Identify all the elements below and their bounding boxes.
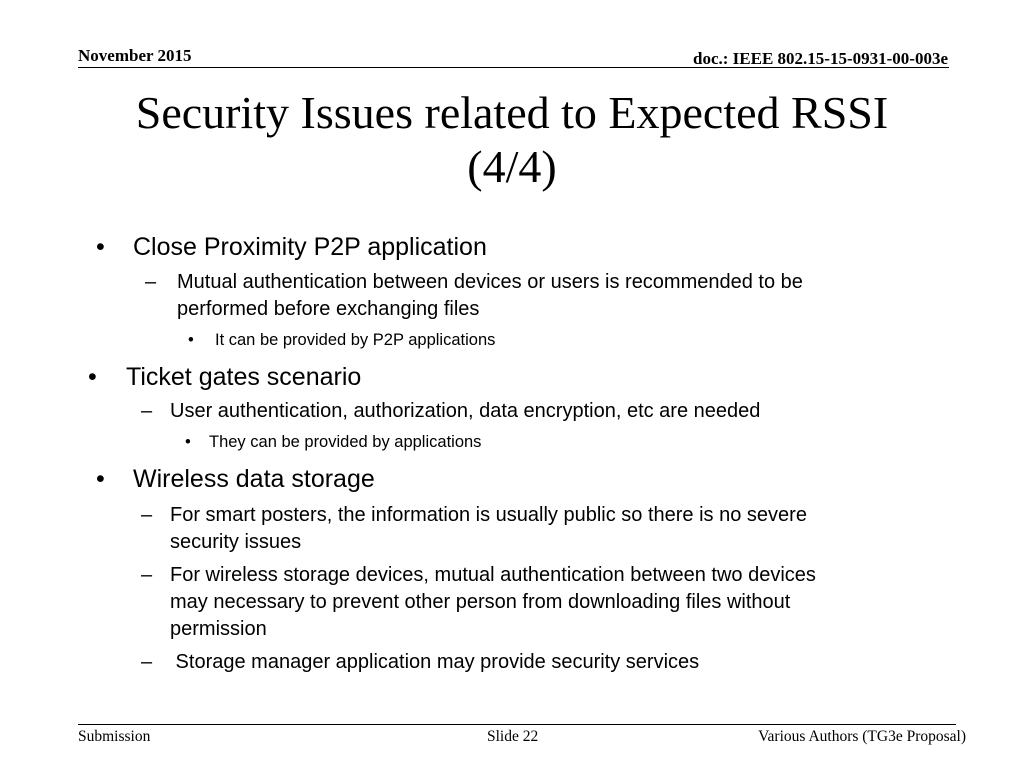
footer-divider <box>78 724 956 725</box>
bullet-2-sub-1-sub-1: They can be provided by applications <box>209 433 482 451</box>
slide-title-line-1: Security Issues related to Expected RSSI <box>135 87 889 138</box>
bullet-3-sub-1-line-1: For smart posters, the information is usually public so there is no severe <box>170 504 807 526</box>
header-date: November 2015 <box>78 46 192 65</box>
footer-authors: Various Authors (TG3e Proposal) <box>758 728 966 745</box>
bullet-marker: • <box>185 433 191 451</box>
dash-marker: – <box>141 564 153 586</box>
bullet-3-sub-2-line-2: may necessary to prevent other person from downloading files without <box>170 591 791 613</box>
bullet-1-sub-1-sub-1: It can be provided by P2P applications <box>215 331 496 349</box>
bullet-1-text: Close Proximity P2P application <box>133 233 487 261</box>
bullet-3-sub-2-line-1: For wireless storage devices, mutual authentication between two devices <box>170 564 816 586</box>
bullet-marker: • <box>96 465 105 493</box>
bullet-marker: • <box>88 363 97 391</box>
dash-marker: – <box>145 271 157 293</box>
slide-title-line-2: (4/4) <box>467 141 557 192</box>
footer-slide-number: Slide 22 <box>487 728 539 745</box>
bullet-3-sub-3-line-1: Storage manager application may provide security services <box>170 651 700 673</box>
bullet-3-text: Wireless data storage <box>133 465 375 493</box>
header-doc-id: doc.: IEEE 802.15-15-0931-00-003e <box>693 49 948 68</box>
bullet-2-sub-1-line-1: User authentication, authorization, data encryption, etc are needed <box>170 400 761 422</box>
bullet-marker: • <box>188 331 194 349</box>
bullet-1-sub-1-line-2: performed before exchanging files <box>177 298 480 320</box>
bullet-1-sub-1-line-1: Mutual authentication between devices or users is recommended to be <box>177 271 803 293</box>
dash-marker: – <box>141 651 153 673</box>
dash-marker: – <box>141 504 153 526</box>
footer-submission: Submission <box>78 728 151 745</box>
bullet-2-text: Ticket gates scenario <box>126 363 362 391</box>
dash-marker: – <box>141 400 153 422</box>
bullet-3-sub-2-line-3: permission <box>170 618 267 640</box>
bullet-marker: • <box>96 233 105 261</box>
bullet-3-sub-1-line-2: security issues <box>170 531 302 553</box>
